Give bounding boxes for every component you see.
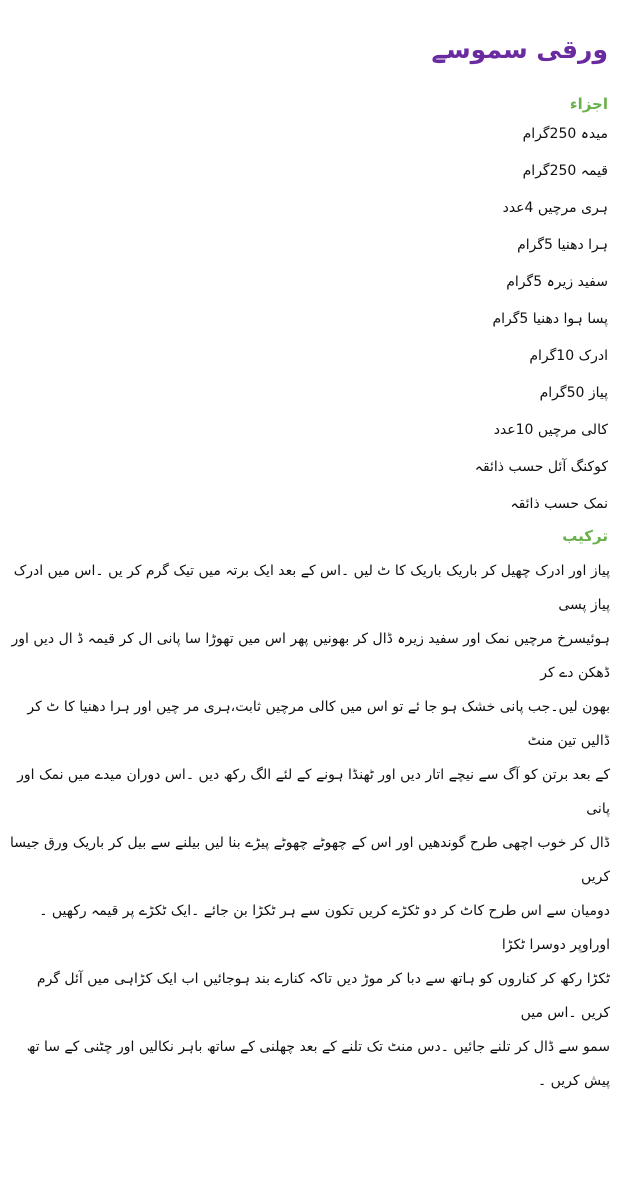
- ingredient-item: قیمہ 250گرام: [522, 163, 608, 179]
- method-step: ہوئیسرخ مرچیں نمک اور سفید زیرہ ڈال کر بھونیں پھر اس میں تھوڑا سا پانی ال کر قیمہ ڈ ال دیں اور ڈھکن دے کر: [11, 631, 610, 681]
- method-step: سمو سے ڈال کر تلنے جائیں ۔دس منٹ تک تلنے کے بعد چھلنی کے ساتھ باہر نکالیں اور چٹنی کے سا تھ پیش کریں ۔: [26, 1039, 610, 1089]
- method-step: کے بعد برتن کو آگ سے نیچے اتار دیں اور ٹھنڈا ہونے کے لئے الگ رکھ دیں ۔اس دوران میدے میں نمک اور پانی: [17, 767, 610, 817]
- method-step: دومیان سے اس طرح کاٹ کر دو ٹکڑے کریں تکون سے ہر ٹکڑا بن جائے ۔ایک ٹکڑے پر قیمہ رکھیں ۔اوراوپر دوسرا ٹکڑا: [39, 903, 610, 953]
- ingredient-item: میدہ 250گرام: [522, 126, 608, 142]
- method-steps: [8, 554, 610, 1098]
- ingredient-item: ادرک 10گرام: [529, 348, 608, 364]
- ingredient-item: پیاز 50گرام: [539, 385, 608, 401]
- method-step: ٹکڑا رکھ کر کناروں کو ہاتھ سے دبا کر موڑ دیں تاکہ کنارے بند ہوجائیں اب ایک کڑاہی میں آئل گرم کریں ۔اس میں: [36, 971, 610, 1021]
- ingredient-item: کالی مرچیں 10عدد: [493, 422, 608, 438]
- method-heading: ترکیب: [562, 527, 608, 545]
- ingredient-item: پسا ہوا دھنیا 5گرام: [492, 311, 608, 327]
- ingredient-item: ہری مرچیں 4عدد: [502, 200, 608, 216]
- method-step: ڈال کر خوب اچھی طرح گوندھیں اور اس کے چھوٹے چھوٹے پیڑے بنا لیں بیلنے سے بیل کر باریک ورق جیسا کریں: [9, 835, 610, 885]
- ingredient-item: ہرا دھنیا 5گرام: [517, 237, 608, 253]
- ingredient-item: سفید زیرہ 5گرام: [506, 274, 608, 290]
- recipe-title: ورقی سموسے: [431, 35, 608, 64]
- method-step: پیاز اور ادرک چھیل کر باریک باریک کا ٹ لیں ۔اس کے بعد ایک برتہ میں تیک گرم کر یں ۔اس میں ادرک پیاز پسی: [13, 563, 610, 613]
- ingredient-item: نمک حسب ذائقہ: [510, 496, 608, 512]
- method-step: بھون لیں۔جب پانی خشک ہو جا ئے تو اس میں کالی مرچیں ثابت،ہری مر چیں اور ہرا دھنیا کا ٹ کر ڈالیں تین منٹ: [27, 699, 610, 749]
- ingredients-heading: اجزاء: [569, 95, 608, 113]
- ingredient-item: کوکنگ آئل حسب ذائقہ: [474, 459, 608, 475]
- ingredients-list: [8, 124, 610, 514]
